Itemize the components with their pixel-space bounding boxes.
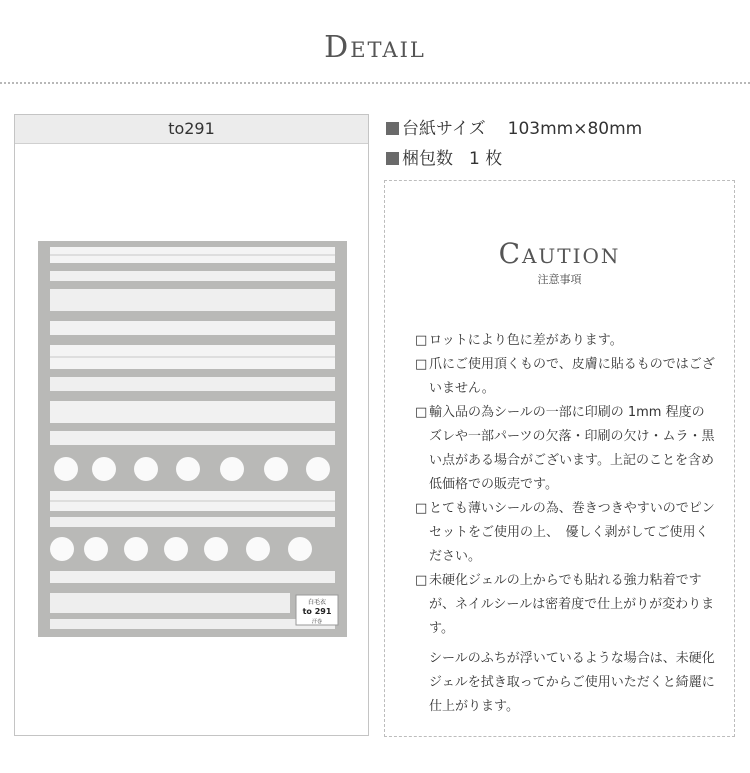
header-divider [0,82,750,84]
spec-count [386,145,642,175]
square-bullet-icon [386,152,399,165]
caution-notes [415,329,715,719]
caution-subtitle: 注意事項 [537,273,582,286]
spec-count-label: 梱包数 [402,149,453,169]
caution-note [415,353,715,401]
product-code: to291 [15,115,368,144]
checkbox-square-icon: □ [415,405,428,420]
checkbox-square-icon: □ [415,357,428,372]
sticker-sheet-image [38,241,347,637]
caution-title: Caution [498,237,621,270]
product-specs [386,115,642,175]
product-panel [14,114,369,736]
caution-note-text: 爪にご使用頂くもので、皮膚に貼るものではございません。 [429,357,715,396]
spec-size-value: 103mm×80mm [507,119,643,139]
spec-size [386,115,642,145]
caution-note-text: ロットにより色に差があります。 [429,333,623,348]
square-bullet-icon [386,122,399,135]
caution-note-text: 未硬化ジェルの上からでも貼れる強力粘着ですが、ネイルシールは密着度で仕上がりが変わります。 [429,573,715,636]
sheet-label-line-2: to 291 [302,607,332,616]
caution-note [415,329,715,353]
sheet-label-line-3: 汗巻 [311,619,323,625]
checkbox-square-icon: □ [415,573,428,588]
spec-size-label: 台紙サイズ [402,119,486,139]
caution-footer-note: シールのふちが浮いているような場合は、未硬化ジェルを拭き取ってからご使用いただくと綺麗に仕上がります。 [429,651,715,714]
checkbox-square-icon: □ [415,333,428,348]
sheet-label-line-1: 白毛衣 [307,599,327,606]
caution-box [384,180,735,737]
caution-note [415,401,715,497]
caution-note [415,497,715,569]
page-title: Detail [324,30,426,65]
caution-note-text: 輸入品の為シールの一部に印刷の 1mm 程度のズレや一部パーツの欠落・印刷の欠け・ムラ・黒い点がある場合がございます。上記のことを含め低価格での販売です。 [429,405,715,492]
checkbox-square-icon: □ [415,501,428,516]
spec-count-value: 1 枚 [469,149,503,169]
caution-note [415,569,715,641]
caution-note-text: とても薄いシールの為、巻きつきやすいのでピンセットをご使用の上、 優しく剥がしてご使用ください。 [429,501,715,564]
